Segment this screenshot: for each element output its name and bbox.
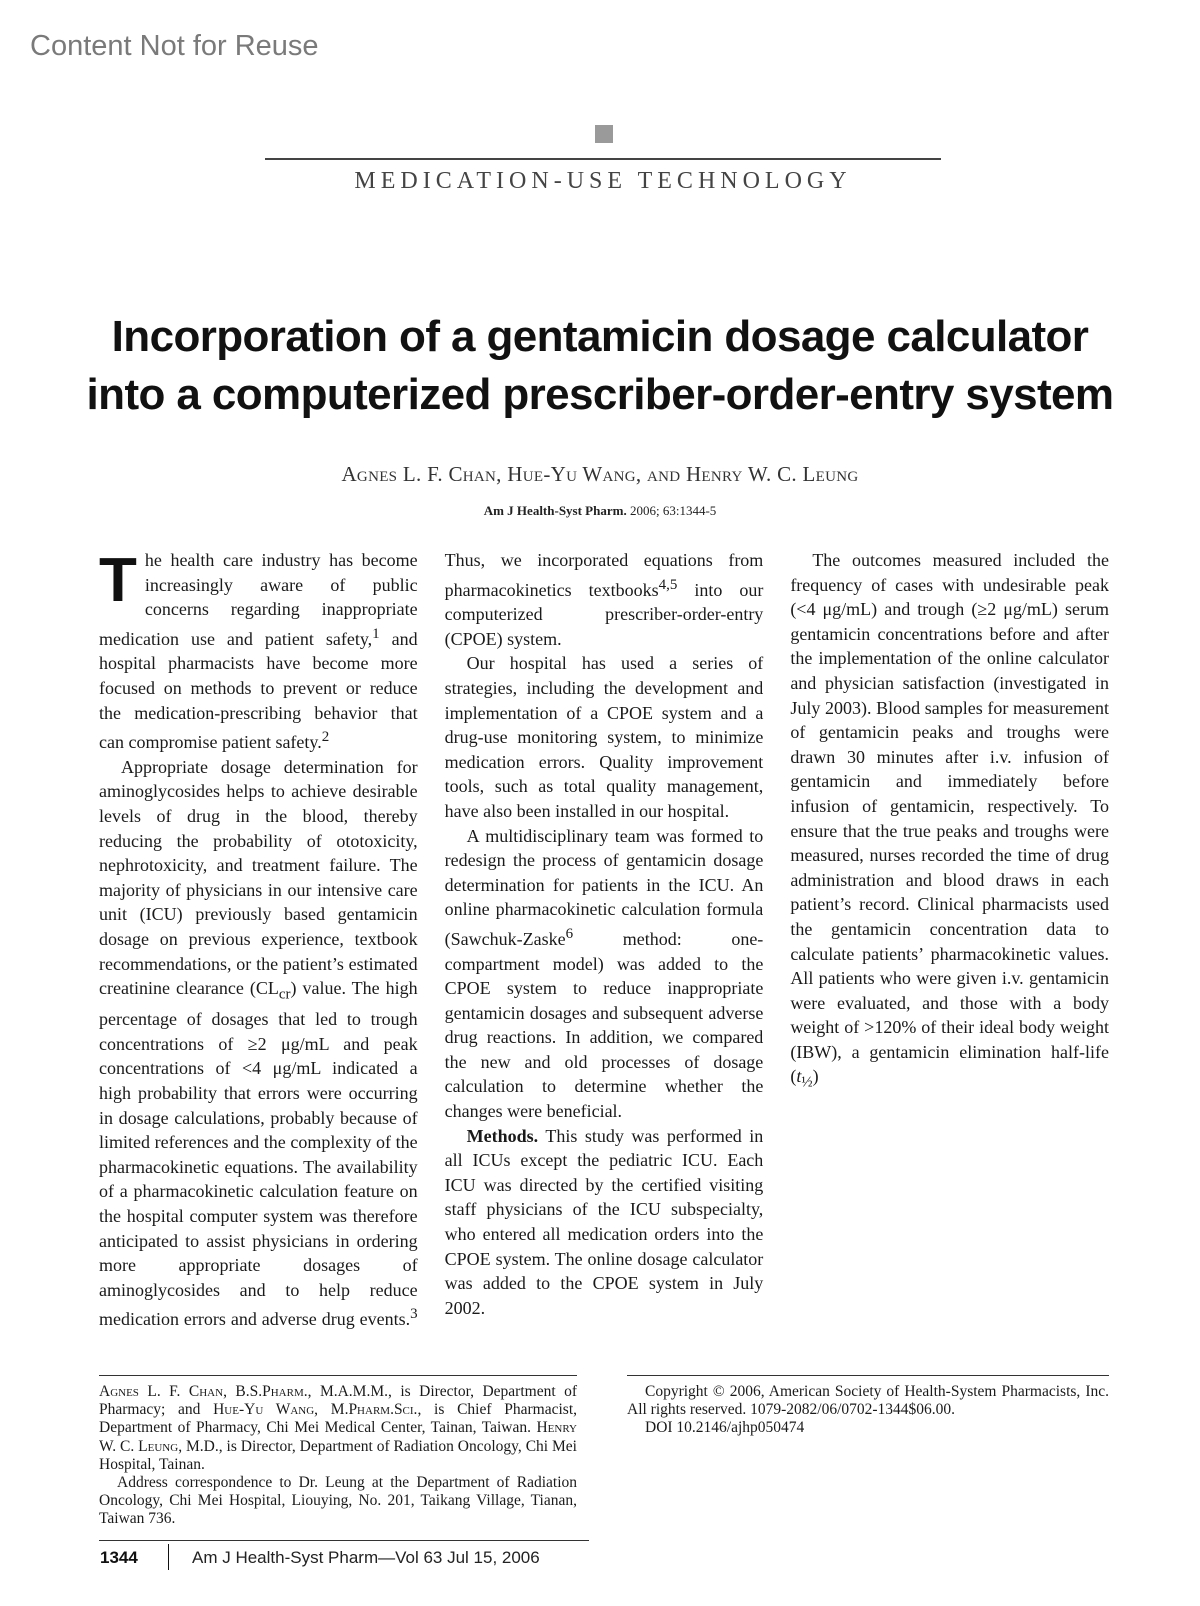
- article-title: [40, 308, 1160, 424]
- author-affiliations: [99, 1383, 577, 1529]
- footnote-rule-left: [99, 1375, 577, 1376]
- affiliation-note: [99, 1383, 577, 1474]
- reference-2: 2: [321, 729, 330, 746]
- p4-text-b: method: one-compartment model) was added to the CPOE system to reduce inappropriate gentamicin dosages and subsequent adverse drug reactions. In addition, we compared the new and old processes of dosage calculation to determine whether the changes were beneficial.: [444, 928, 764, 1122]
- p4-text-a: A multidisciplinary team was formed to redesign the process of gentamicin dosage determination for patients in the ICU. An online pharmacokinetic calculation formula (Sawchuk-Zaske: [444, 825, 764, 949]
- affil-degree-1: B.S.Pharm.: [235, 1383, 308, 1400]
- reference-6: 6: [565, 925, 574, 942]
- p1-text-b: and hospital pharmacists have become more focused on methods to prevent or reduce the medication-prescribing behavior that can compromise patient safety.: [99, 628, 418, 753]
- title-line-1: Incorporation of a gentamicin dosage calculator: [111, 312, 1089, 361]
- half-life-symbol: t: [796, 1066, 802, 1087]
- copyright-notes: [627, 1383, 1109, 1438]
- half-life-subscript: ½: [801, 1075, 813, 1092]
- reference-4-5: 4,5: [658, 576, 678, 593]
- doi-note: DOI 10.2146/ajhp050474: [645, 1419, 805, 1437]
- paragraph-4: [445, 824, 764, 1124]
- p6-text-b: ): [812, 1066, 819, 1087]
- affil-text-2: , is Chief Pharmacist, Department of Pharmacy, Chi Mei Medical Center, Tainan, Taiwan.: [99, 1401, 577, 1437]
- affil-sep-2: ,: [314, 1401, 331, 1419]
- footer-divider: [168, 1544, 169, 1570]
- reference-3: 3: [410, 1306, 418, 1323]
- article-body: [99, 548, 1109, 1338]
- p2-text-d: into our computerized prescriber-order-entry (CPOE) system.: [444, 579, 764, 649]
- watermark: Content Not for Reuse: [30, 30, 319, 62]
- section-rule: [265, 158, 941, 160]
- affil-degree-2: M.Pharm.Sci.: [330, 1401, 418, 1419]
- footnote-rule-right: [627, 1375, 1109, 1376]
- affil-name-3: Henry W. C. Leung: [99, 1419, 577, 1455]
- citation-journal: Am J Health-Syst Pharm.: [483, 503, 627, 518]
- copyright-note: Copyright © 2006, American Society of Health-System Pharmacists, Inc. All rights reserved. 1079-2082/06/0702-1344$06.00.: [627, 1383, 1109, 1419]
- citation: [100, 503, 1100, 519]
- paragraph-6: [790, 548, 1109, 1096]
- p2-text-c: Thus, we incorporated equations from pharmacokinetics textbooks: [444, 550, 764, 600]
- authors: Agnes L. F. Chan, Hue-Yu Wang, and Henry W. C. Leung: [341, 462, 859, 486]
- affil-sep-1: ,: [223, 1383, 236, 1400]
- paragraph-5: [445, 1124, 764, 1321]
- affil-name-2: Hue-Yu Wang: [213, 1401, 315, 1419]
- p6-text-a: The outcomes measured included the frequency of cases with undesirable peak (<4 μg/mL) and trough (≥2 μg/mL) serum gentamicin concentrations before and after the implementation of the online calculator and physician satisfaction (investigated in July 2003). Blood samples for measurement of gentamicin peaks and troughs were drawn 30 minutes after i.v. infusion of gentamicin and immediately before infusion of gentamicin, respectively. To ensure that the true peaks and troughs were measured, nurses recorded the time of drug administration and blood draws in each patient’s record. Clinical pharmacists used the gentamicin concentration data to calculate patients’ pharmacokinetic values. All patients who were given i.v. gentamicin were evaluated, and those with a body weight of >120% of their ideal body weight (IBW), a gentamicin elimination half-life (: [790, 550, 1109, 1087]
- title-line-2: into a computerized prescriber-order-entry system: [86, 370, 1114, 419]
- citation-details: 2006; 63:1344-5: [626, 503, 717, 518]
- paragraph-1: [99, 548, 418, 755]
- drop-cap: T: [99, 546, 137, 615]
- journal-footer: Am J Health-Syst Pharm—Vol 63 Jul 15, 2006: [192, 1548, 540, 1567]
- affil-text-1: , M.A.M.M., is Director, Department of Pharmacy; and: [99, 1383, 578, 1419]
- methods-heading: Methods.: [466, 1125, 539, 1146]
- p1-text-a: he health care industry has become increasingly aware of public concerns regarding inappropriate medication use and patient safety,: [99, 550, 418, 649]
- affil-text-3: , M.D., is Director, Department of Radiation Oncology, Chi Mei Hospital, Tainan.: [99, 1437, 577, 1473]
- p2-text-b: ) value. The high percentage of dosages that led to trough concentrations of ≥2 μg/mL and peak concentrations of <4 μg/mL indicated a high probability that errors were occurring in dosage calculations, probably because of limited references and the complexity of the pharmacokinetic equations. The availability of a pharmacokinetic calculation feature on the hospital computer system was therefore anticipated to assist physicians in ordering more appropriate dosages of aminoglycosides and to help reduce medication errors and adverse drug events.: [99, 978, 418, 1330]
- section-marker: [595, 125, 613, 143]
- footer-rule: [99, 1540, 589, 1541]
- reference-1: 1: [372, 625, 380, 642]
- clcr-subscript: cr: [278, 986, 291, 1003]
- page-number: 1344: [100, 1548, 138, 1567]
- affil-name-1: Agnes L. F. Chan: [99, 1383, 224, 1400]
- p5-text: This study was performed in all ICUs except the pediatric ICU. Each ICU was directed by the certified visiting staff physicians of the ICU subspecialty, who entered all medication orders into the CPOE system. The online dosage calculator was added to the CPOE system in July 2002.: [444, 1125, 764, 1318]
- correspondence-note: Address correspondence to Dr. Leung at the Department of Radiation Oncology, Chi Mei Hospital, Liouying, No. 201, Taikang Village, Tianan, Taiwan 736.: [99, 1474, 577, 1528]
- paragraph-3: Our hospital has used a series of strategies, including the development and implementation of a CPOE system and a drug-use monitoring system, to minimize medication errors. Quality improvement tools, such as total quality management, have also been installed in our hospital.: [444, 653, 764, 821]
- p2-text-a: Appropriate dosage determination for aminoglycosides helps to achieve desirable levels of drug in the blood, thereby reducing the probability of ototoxicity, nephrotoxicity, and treatment failure. The majority of physicians in our intensive care unit (ICU) previously based gentamicin dosage on previous experience, textbook recommendations, or the patient’s estimated creatinine clearance (CL: [99, 756, 418, 999]
- section-name: MEDICATION-USE TECHNOLOGY: [354, 168, 852, 194]
